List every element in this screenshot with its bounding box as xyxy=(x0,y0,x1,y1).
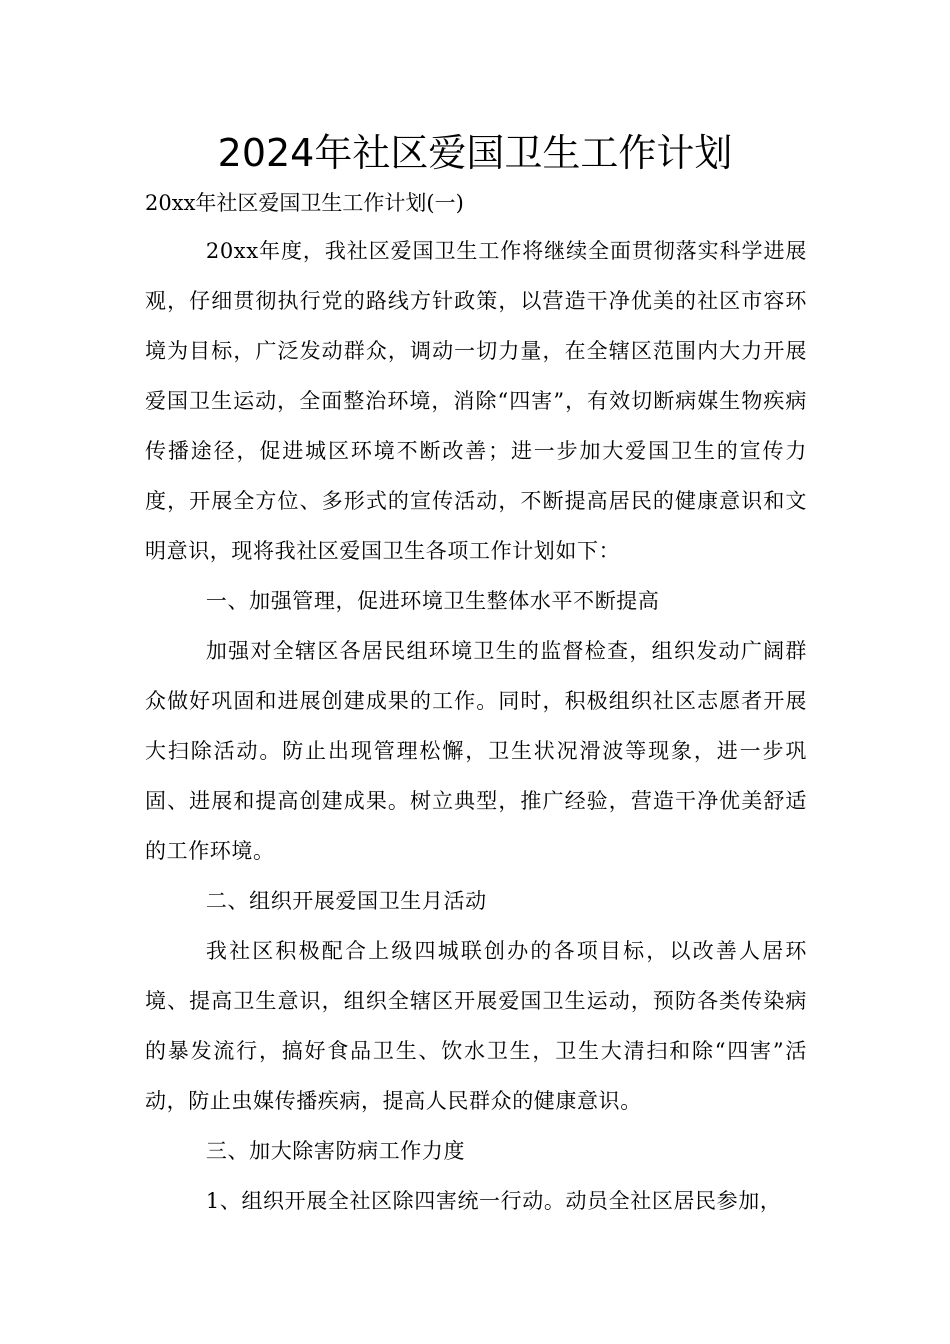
section-3-paragraph: 1、组织开展全社区除四害统一行动。动员全社区居民参加， xyxy=(205,1189,782,1213)
section-heading-1: 一、加强管理，促进环境卫生整体水平不断提高 xyxy=(205,589,660,613)
section-heading-2: 二、组织开展爱国卫生月活动 xyxy=(205,889,487,913)
document-title: 2024年社区爱国卫生工作计划 xyxy=(217,131,733,175)
document-subtitle: 20xx年社区爱国卫生工作计划(一) xyxy=(145,191,464,215)
section-1-paragraph: 加强对全辖区各居民组环境卫生的监督检查，组织发动广阔群众做好巩固和进展创建成果的工作。同时，积极组织社区志愿者开展大扫除活动。防止出现管理松懈，卫生状况滑波等现象，进一步巩固、进展和提高创建成果。树立典型，推广经验，营造干净优美舒适的工作环境。 xyxy=(145,639,807,863)
document-body xyxy=(145,226,807,1226)
intro-paragraph: 20xx年度，我社区爱国卫生工作将继续全面贯彻落实科学进展观，仔细贯彻执行党的路线方针政策，以营造干净优美的社区市容环境为目标，广泛发动群众，调动一切力量，在全辖区范围内大力开展爱国卫生运动，全面整治环境，消除“四害”，有效切断病媒生物疾病传播途径，促进城区环境不断改善；进一步加大爱国卫生的宣传力度，开展全方位、多形式的宣传活动，不断提高居民的健康意识和文明意识，现将我社区爱国卫生各项工作计划如下： xyxy=(145,239,807,563)
section-heading-3: 三、加大除害防病工作力度 xyxy=(205,1139,466,1163)
section-2-paragraph: 我社区积极配合上级四城联创办的各项目标，以改善人居环境、提高卫生意识，组织全辖区开展爱国卫生运动，预防各类传染病的暴发流行，搞好食品卫生、饮水卫生，卫生大清扫和除“四害”活动，防止虫媒传播疾病，提高人民群众的健康意识。 xyxy=(145,939,807,1113)
